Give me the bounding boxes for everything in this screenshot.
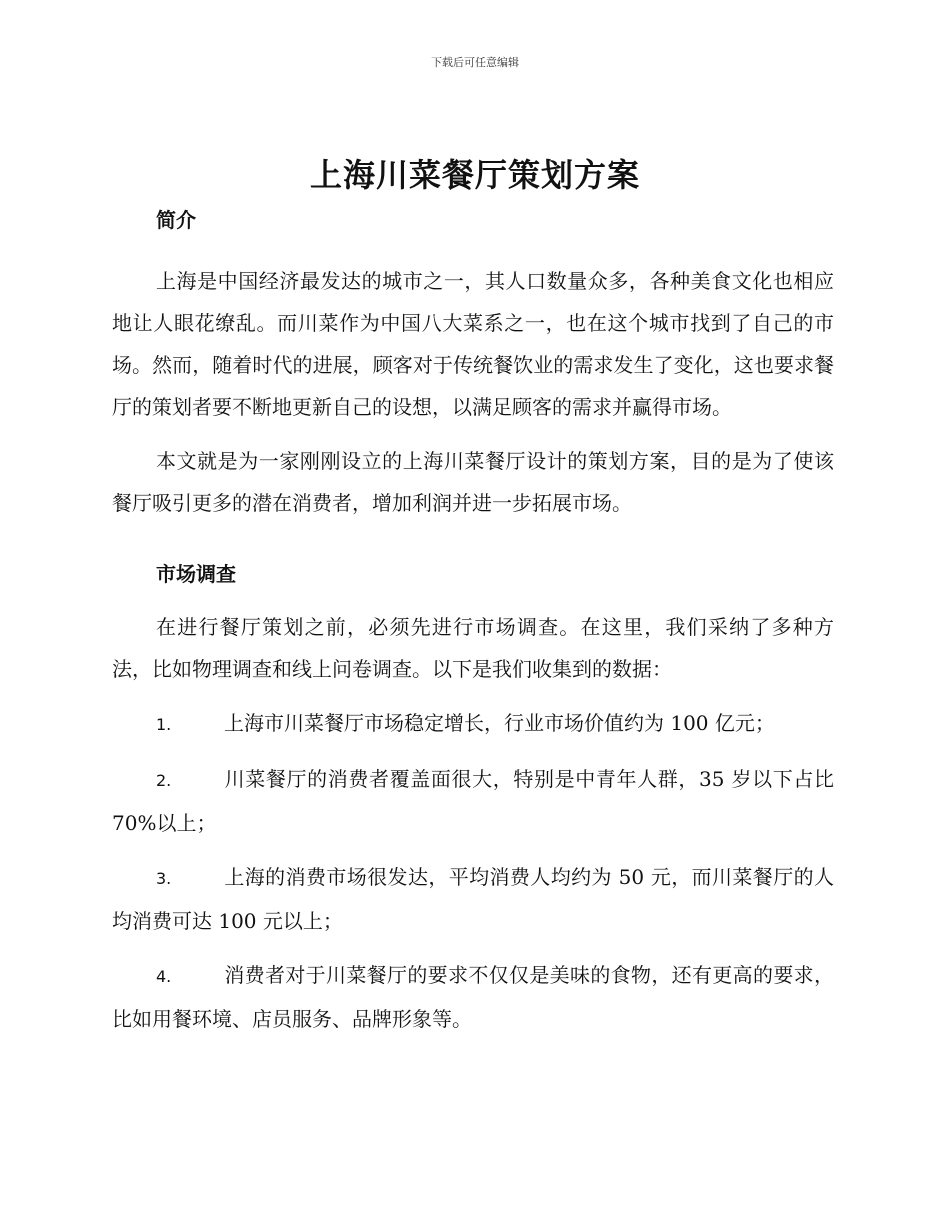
list-item-text: 川菜餐厅的消费者覆盖面很大，特别是中青年人群，35 岁以下占比 70%以上； — [112, 767, 834, 835]
list-item — [112, 702, 834, 746]
document-title: 上海川菜餐厅策划方案 — [309, 156, 640, 194]
section-heading-market-research: 市场调查 — [156, 562, 236, 586]
purpose-paragraph: 本文就是为一家刚刚设立的上海川菜餐厅设计的策划方案，目的是为了使该餐厅吸引更多的潜在消费者，增加利润并进一步拓展市场。 — [112, 449, 834, 515]
list-item — [112, 856, 834, 942]
page-header-note: 下载后可任意编辑 — [431, 56, 519, 69]
list-item-text: 消费者对于川菜餐厅的要求不仅仅是美味的食物，还有更高的要求，比如用餐环境、店员服务、品牌形象等。 — [112, 963, 834, 1031]
list-item-number: 2. — [156, 771, 172, 790]
section-heading-intro: 简介 — [156, 208, 196, 232]
list-item — [112, 758, 834, 844]
list-item-number: 3. — [156, 869, 172, 888]
intro-paragraph: 上海是中国经济最发达的城市之一，其人口数量众多，各种美食文化也相应地让人眼花缭乱。而川菜作为中国八大菜系之一，也在这个城市找到了自己的市场。然而，随着时代的进展，顾客对于传统餐饮业的需求发生了变化，这也要求餐厅的策划者要不断地更新自己的设想，以满足顾客的需求并赢得市场。 — [112, 269, 834, 419]
list-item-text: 上海市川菜餐厅市场稳定增长，行业市场价值约为 100 亿元； — [224, 711, 775, 735]
list-item — [112, 954, 834, 1040]
document-body — [112, 200, 834, 1040]
list-item-number: 1. — [156, 715, 172, 734]
list-item-text: 上海的消费市场很发达，平均消费人均约为 50 元，而川菜餐厅的人均消费可达 100 元以上； — [112, 865, 834, 933]
market-research-paragraph: 在进行餐厅策划之前，必须先进行市场调查。在这里，我们采纳了多种方法，比如物理调查和线上问卷调查。以下是我们收集到的数据： — [112, 615, 834, 681]
list-item-number: 4. — [156, 967, 172, 986]
